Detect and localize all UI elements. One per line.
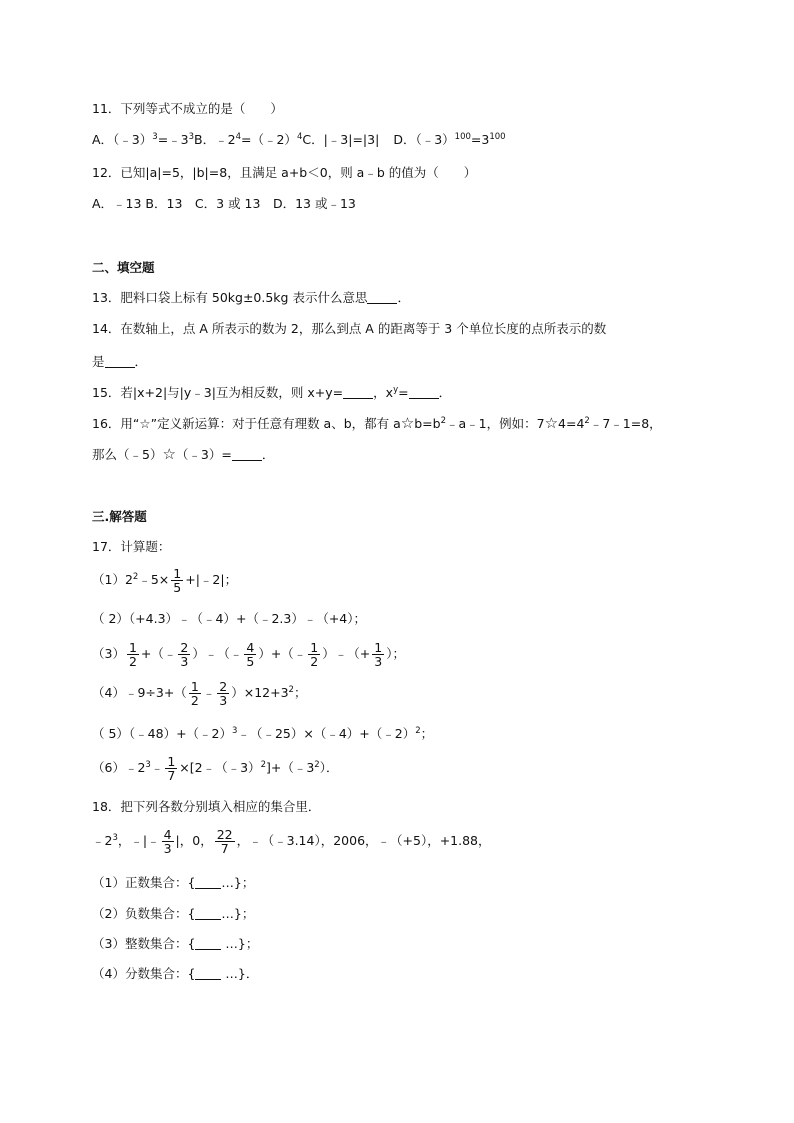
answer-blank bbox=[195, 967, 221, 980]
question-16-line1: 16．用“☆”定义新运算：对于任意有理数 a、b，都有 $a☆b=b^2﹣a﹣1$，例如：$7☆4=4^2﹣7﹣1=8$， bbox=[92, 414, 662, 432]
question-12-options: A．﹣13 B．13 C．3 或 13 D．13 或﹣13 bbox=[92, 196, 356, 211]
section-problems-heading: 三.解答题 bbox=[92, 509, 147, 524]
fraction: $\frac{4}{5}$ bbox=[246, 640, 255, 669]
answer-blank bbox=[409, 386, 439, 399]
question-18-set-positive: （1）正数集合：{ …}； bbox=[92, 875, 255, 890]
fraction: $\frac{22}{7}$ bbox=[216, 827, 233, 856]
question-17-part-5: （ 5）（﹣48）+（﹣2）$^3$﹣（﹣25）×（﹣4）+（﹣2）$^2$； bbox=[92, 726, 434, 741]
fraction: $\frac{1}{2}$ bbox=[190, 679, 199, 708]
question-17-part-6: $(6)﹣2^3﹣$ $\frac{1}{7}$ $\times[2﹣(﹣3)^2]+(﹣3^2)$． bbox=[92, 754, 339, 783]
star-operator-symbol: ☆ bbox=[162, 445, 176, 463]
fraction: $\frac{1}{3}$ bbox=[374, 640, 383, 669]
fraction: $\frac{2}{3}$ bbox=[180, 640, 189, 669]
section-fill-in-blank-heading: 二、填空题 bbox=[92, 260, 155, 275]
question-18-stem: 18．把下列各数分别填入相应的集合里． bbox=[92, 799, 321, 814]
fraction: $\frac{1}{2}$ bbox=[310, 640, 319, 669]
fraction: $\frac{4}{3}$ bbox=[163, 827, 172, 856]
question-11-stem: 11．下列等式不成立的是（ ） bbox=[92, 101, 283, 116]
answer-blank bbox=[105, 355, 135, 368]
question-11-options: A．$(﹣3)^3=﹣3^3B$．$﹣2^4=(﹣2)^4C$．|﹣3|=|3| D．$(﹣3)^{100}=3^{100}$ bbox=[92, 132, 506, 147]
question-17-part-3: （3） $\frac{1}{2}$ +（﹣ $\frac{2}{3}$ ）﹣（﹣ $\frac{4}{5}$ ）+（﹣ $\frac{1}{2}$ ）﹣（+ $\frac{1}{3}$ ）； bbox=[92, 640, 405, 669]
fraction: $\frac{2}{3}$ bbox=[219, 679, 228, 708]
fraction: $\frac{1}{2}$ bbox=[128, 640, 137, 669]
answer-blank bbox=[195, 876, 221, 889]
answer-blank bbox=[367, 291, 397, 304]
question-17-part-1: $(1)2^2﹣5\times$ $\frac{1}{5}$ +|﹣2|； bbox=[92, 566, 238, 595]
answer-blank bbox=[343, 386, 373, 399]
question-13: 13．肥料口袋上标有 50kg±0.5kg 表示什么意思 ． bbox=[92, 290, 410, 305]
question-17-part-2: （ 2）（+4.3）﹣（﹣4）+（﹣2.3）﹣（+4）； bbox=[92, 611, 367, 626]
star-operator-symbol: ☆ bbox=[400, 414, 415, 432]
question-17-part-4: （4）﹣9÷3+（ $\frac{1}{2}$ ﹣ $\frac{2}{3}$ ）$\times 12+3^2$； bbox=[92, 679, 307, 708]
question-17-stem: 17．计算题： bbox=[92, 539, 171, 554]
question-12-stem: 12．已知|a|=5，|b|=8，且满足 a+b＜0，则 a﹣b 的值为（ ） bbox=[92, 165, 477, 180]
star-operator-symbol: ☆ bbox=[544, 414, 559, 432]
answer-blank bbox=[232, 448, 262, 461]
question-14-line1: 14．在数轴上，点 A 所表示的数为 2，那么到点 A 的距离等于 3 个单位长度的点所表示的数 bbox=[92, 321, 607, 336]
question-18-numbers: $﹣2^3$，﹣|﹣ $\frac{4}{3}$ |，0， $\frac{22}{7}$ ，﹣（﹣3.14），2006，﹣（+5），+1.88， bbox=[92, 827, 491, 856]
question-16-line2: 那么（﹣5）☆（﹣3）= ． bbox=[92, 445, 275, 463]
question-18-set-fraction: （4）分数集合：{ …}． bbox=[92, 966, 259, 981]
question-15: 15．若|x+2|与|y﹣3|互为相反数，则 x+y= ，$x^y=$ ． bbox=[92, 385, 452, 400]
fraction: $\frac{1}{7}$ bbox=[167, 754, 176, 783]
answer-blank bbox=[195, 937, 221, 950]
question-14-line2: 是 ． bbox=[92, 354, 148, 369]
answer-blank bbox=[195, 907, 221, 920]
question-18-set-negative: （2）负数集合：{ …}； bbox=[92, 906, 255, 921]
fraction: $\frac{1}{5}$ bbox=[173, 566, 182, 595]
question-18-set-integer: （3）整数集合：{ …}； bbox=[92, 936, 259, 951]
